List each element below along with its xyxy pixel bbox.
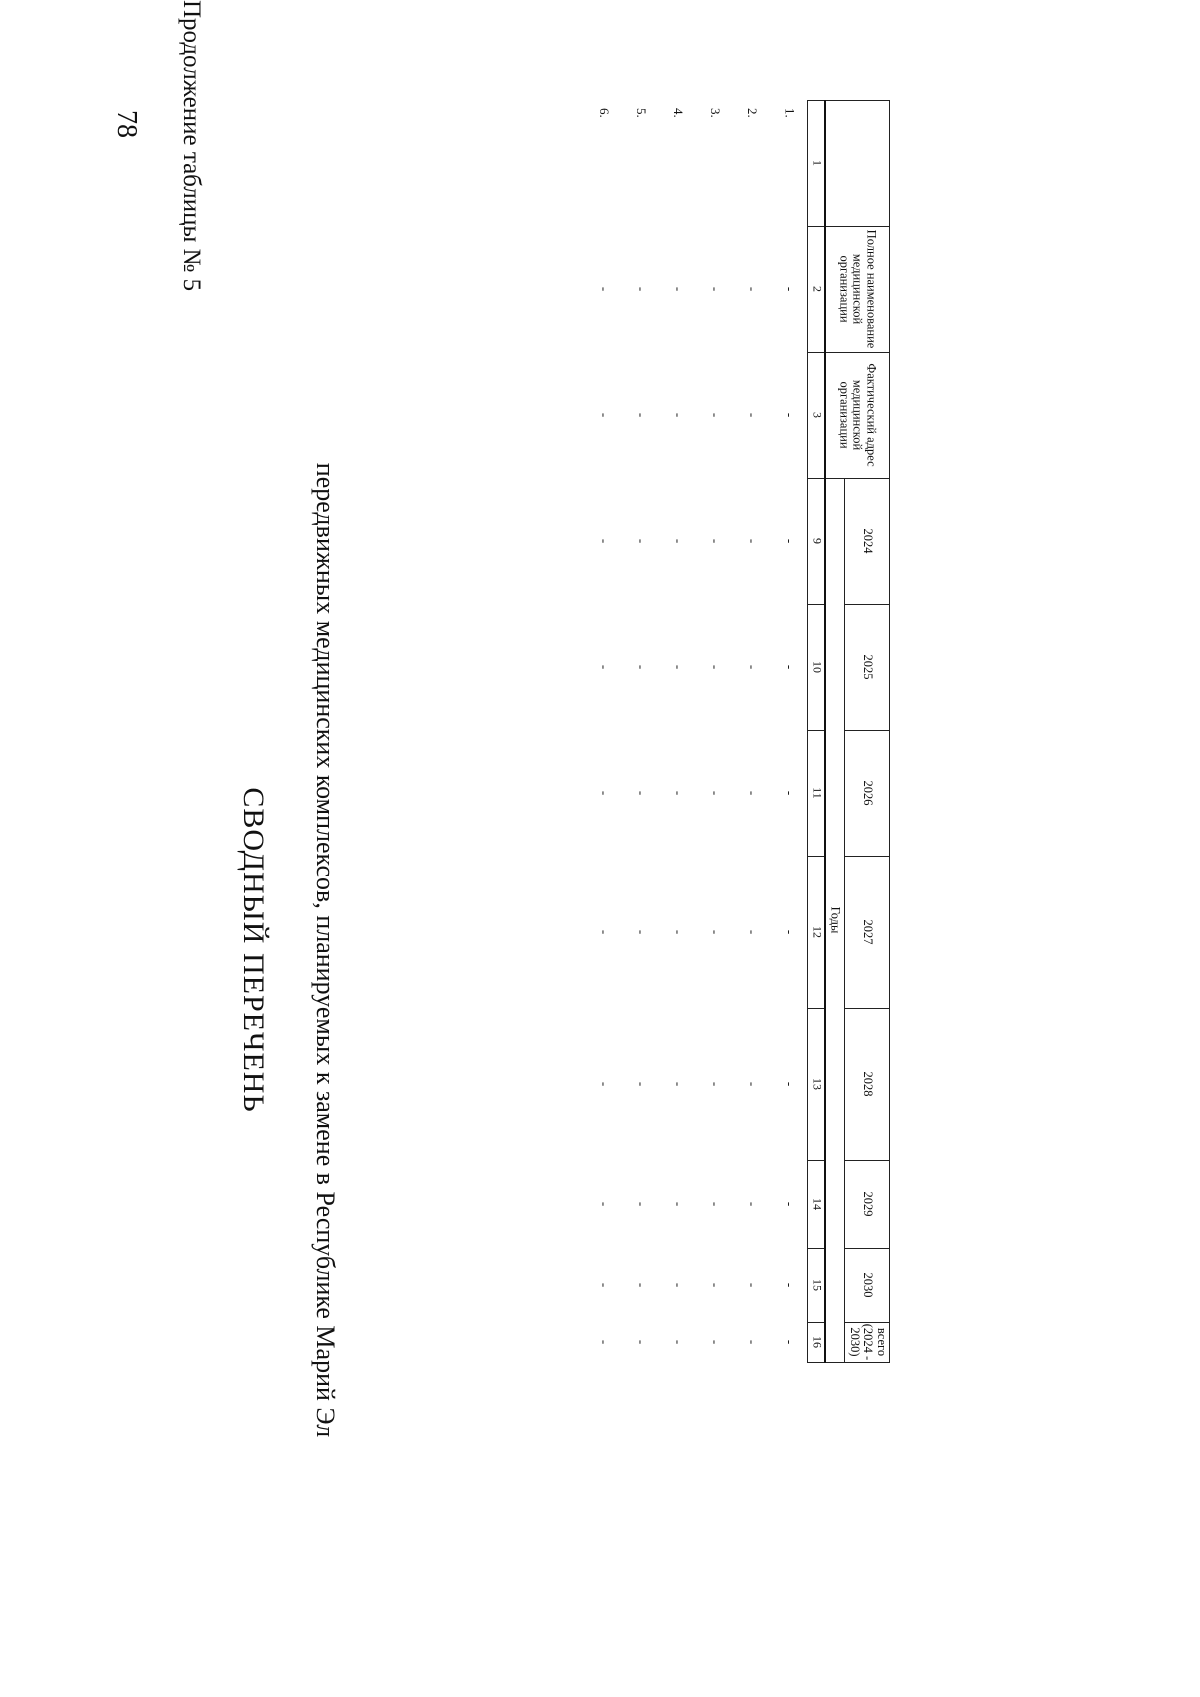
table-cell: - [670, 930, 686, 935]
table-cell: - [707, 1082, 723, 1087]
table-cell: - [707, 1283, 723, 1288]
column-number-row [808, 101, 826, 1363]
table-cell: - [744, 1202, 760, 1207]
table-cell: - [782, 539, 798, 544]
table-cell: - [782, 665, 798, 670]
column-number: 1 [808, 101, 826, 227]
table-cell: - [744, 930, 760, 935]
table-cell: - [670, 1202, 686, 1207]
table-cell: - [633, 287, 649, 292]
table-cell: - [596, 1283, 612, 1288]
header-years-group: Годы [825, 479, 845, 1363]
table-cell: - [707, 665, 723, 670]
header-empty [825, 101, 890, 227]
table-cell: - [670, 287, 686, 292]
table-row [659, 101, 696, 1363]
table-cell: - [744, 539, 760, 544]
header-year: 2026 [845, 731, 890, 857]
table-cell: - [782, 791, 798, 796]
table-cell: - [782, 1340, 798, 1345]
table-cell: - [744, 1340, 760, 1345]
table-cell: - [782, 1202, 798, 1207]
table-cell: - [596, 665, 612, 670]
table-cell: - [633, 791, 649, 796]
table-cell: - [670, 1340, 686, 1345]
table-cell: - [670, 539, 686, 544]
table-cell: - [744, 287, 760, 292]
table-cell: - [707, 413, 723, 418]
table-cell: - [782, 1283, 798, 1288]
table-row [733, 101, 770, 1363]
table-cell: - [633, 665, 649, 670]
row-number: 1. [782, 108, 798, 119]
header-full-name: Полное наименование медицинской организации [825, 227, 890, 353]
table-cell: - [596, 1340, 612, 1345]
header-year: 2030 [845, 1249, 890, 1323]
table-cell: - [707, 791, 723, 796]
table-cell: - [744, 1082, 760, 1087]
column-number: 2 [808, 227, 826, 353]
table-cell: - [707, 1202, 723, 1207]
column-number: 3 [808, 353, 826, 479]
table-cell: - [596, 287, 612, 292]
table-row [585, 101, 622, 1363]
table-cell: - [782, 1082, 798, 1087]
table-cell: - [744, 665, 760, 670]
table-row [696, 101, 733, 1363]
table-cell: - [633, 1202, 649, 1207]
row-number: 2. [744, 108, 760, 119]
document-subtitle: передвижных медицинских комплексов, планируемых к замене в Республике Марий Эл [311, 462, 340, 1438]
header-year: 2027 [845, 857, 890, 1009]
column-number: 14 [808, 1161, 826, 1249]
table-cell: - [633, 930, 649, 935]
header-total: всего (2024 - 2030) [845, 1323, 890, 1363]
table-cell: - [707, 1340, 723, 1345]
table-cell: - [782, 413, 798, 418]
main-header-row [825, 101, 845, 1363]
summary-table [585, 100, 890, 1363]
header-year: 2029 [845, 1161, 890, 1249]
table-cell: - [633, 1283, 649, 1288]
header-year: 2024 [845, 479, 890, 605]
row-number: 3. [707, 108, 723, 119]
table-cell: - [633, 1340, 649, 1345]
column-number: 10 [808, 605, 826, 731]
row-number: 6. [596, 108, 612, 119]
header-year: 2028 [845, 1009, 890, 1161]
table-cell: - [633, 539, 649, 544]
document-title: СВОДНЫЙ ПЕРЕЧЕНЬ [237, 787, 270, 1113]
table-cell: - [596, 791, 612, 796]
column-number: 12 [808, 857, 826, 1009]
header-year: 2025 [845, 605, 890, 731]
table-cell: - [707, 287, 723, 292]
header-address: Фактический адрес медицинской организации [825, 353, 890, 479]
column-number: 16 [808, 1323, 826, 1363]
table-cell: - [744, 791, 760, 796]
column-number: 15 [808, 1249, 826, 1323]
row-number: 5. [633, 108, 649, 119]
table-cell: - [596, 539, 612, 544]
table-cell: - [782, 930, 798, 935]
table-cell: - [782, 287, 798, 292]
column-number: 13 [808, 1009, 826, 1161]
table-cell: - [744, 1283, 760, 1288]
table-cell: - [633, 1082, 649, 1087]
table-cell: - [707, 539, 723, 544]
row-number: 4. [670, 108, 686, 119]
table-cell: - [670, 1082, 686, 1087]
table-cell: - [670, 791, 686, 796]
table-cell: - [744, 413, 760, 418]
table-cell: - [670, 1283, 686, 1288]
page-number: 78 [111, 110, 142, 138]
table-cell: - [596, 930, 612, 935]
table-row [622, 101, 659, 1363]
column-number: 11 [808, 731, 826, 857]
table-cell: - [596, 1202, 612, 1207]
table-continuation-label: Продолжение таблицы № 5 [178, 0, 205, 292]
table-cell: - [707, 930, 723, 935]
table-cell: - [670, 413, 686, 418]
table-row [770, 101, 808, 1363]
column-number: 9 [808, 479, 826, 605]
table-cell: - [633, 413, 649, 418]
table-cell: - [670, 665, 686, 670]
table-cell: - [596, 413, 612, 418]
table-cell: - [596, 1082, 612, 1087]
